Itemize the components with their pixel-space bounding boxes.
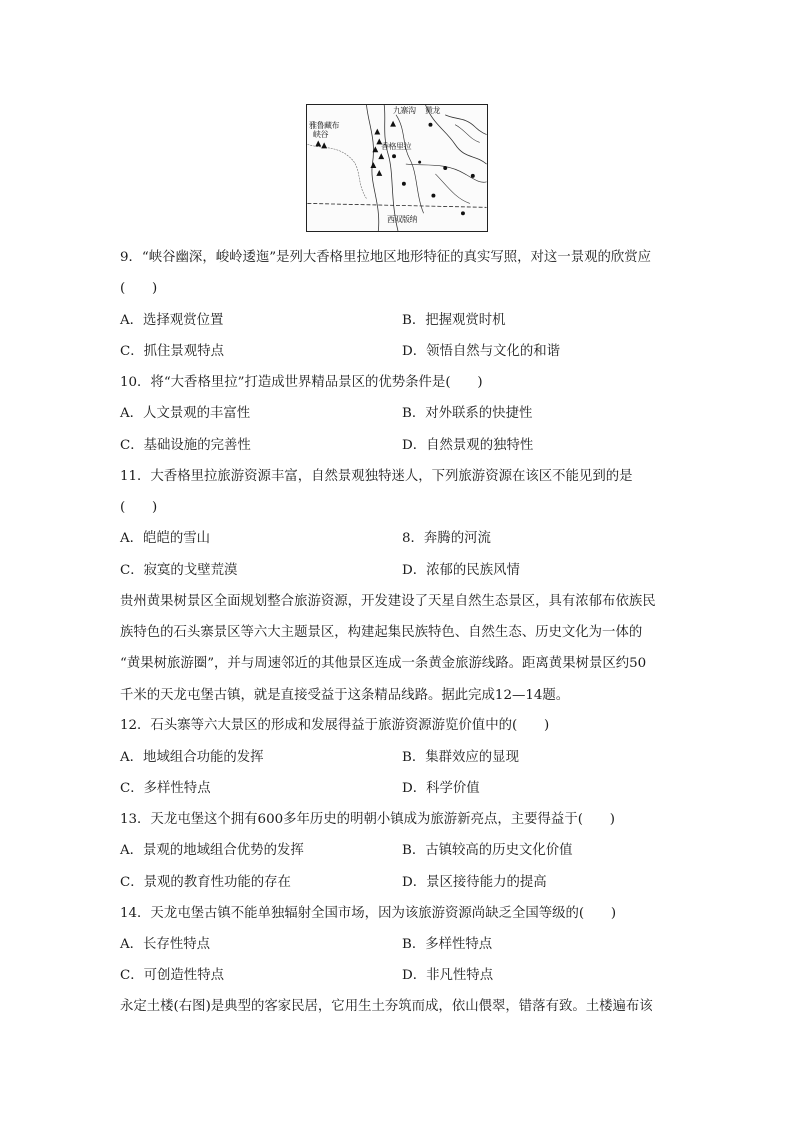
question-9-option-c: C．抓住景观特点 — [120, 344, 224, 359]
question-14-option-a: A．长存性特点 — [120, 937, 211, 952]
map-label-shangri-la: 香格里拉 — [381, 142, 411, 151]
question-12-option-a: A．地域组合功能的发挥 — [120, 750, 264, 765]
question-14-option-c: C．可创造性特点 — [120, 968, 224, 983]
map-label-huanglong: 黄龙 — [425, 106, 440, 115]
question-14-option-d: D．非凡性特点 — [402, 968, 494, 983]
question-12-stem: 12．石头寨等六大景区的形成和发展得益于旅游资源游览价值中的( ) — [120, 718, 550, 733]
passage-1-line-3: “黄果树旅游圈”，并与周速邻近的其他景区连成一条黄金旅游线路。距离黄果树景区约50 — [120, 656, 647, 671]
map-label-yarlung-2: 峡谷 — [313, 130, 328, 139]
passage-1-line-1: 贵州黄果树景区全面规划整合旅游资源，开发建设了天星自然生态景区，具有浓郁布依族民 — [120, 594, 656, 609]
question-11-stem-line2: ( ) — [120, 500, 158, 515]
passage-1-line-2: 族特色的石头寨景区等六大主题景区，构建起集民族特色、自然生态、历史文化为一体的 — [120, 625, 643, 640]
map-label-yarlung-1: 雅鲁藏布 — [309, 121, 339, 130]
map-label-jiuzhaigou: 九寨沟 — [393, 106, 416, 115]
question-10-stem: 10．将“大香格里拉”打造成世界精品景区的优势条件是( ) — [120, 375, 483, 390]
question-10-option-c: C．基础设施的完善性 — [120, 438, 251, 453]
question-10-option-a: A．人文景观的丰富性 — [120, 406, 251, 421]
question-12-option-d: D．科学价值 — [402, 781, 480, 796]
question-12-option-c: C．多样性特点 — [120, 781, 211, 796]
question-9-stem-line1: 9．“峡谷幽深，峻岭逶迤”是列大香格里拉地区地形特征的真实写照，对这一景观的欣赏应 — [120, 250, 652, 265]
question-11-option-c: C．寂寞的戈壁荒漠 — [120, 563, 238, 578]
question-11-option-d: D．浓郁的民族风情 — [402, 563, 520, 578]
question-13-option-b: B．古镇较高的历史文化价值 — [402, 843, 573, 858]
question-9-option-a: A．选择观赏位置 — [120, 313, 224, 328]
question-13-option-d: D．景区接待能力的提高 — [402, 875, 547, 890]
question-11-stem-line1: 11．大香格里拉旅游资源丰富，自然景观独特迷人，下列旅游资源在该区不能见到的是 — [120, 469, 633, 484]
passage-1-line-4: 千米的天龙屯堡古镇，就是直接受益于这条精品线路。据此完成12—14题。 — [120, 688, 570, 703]
map-label-xishuangbanna: 西双版纳 — [387, 215, 417, 224]
question-11-option-a: A．皑皑的雪山 — [120, 531, 211, 546]
question-13-option-c: C．景观的教育性功能的存在 — [120, 875, 291, 890]
question-10-option-b: B．对外联系的快捷性 — [402, 406, 533, 421]
question-10-option-d: D．自然景观的独特性 — [402, 438, 534, 453]
question-13-option-a: A．景观的地域组合优势的发挥 — [120, 843, 304, 858]
question-12-option-b: B．集群效应的显现 — [402, 750, 519, 765]
question-11-option-b: 8．奔腾的河流 — [402, 531, 491, 546]
city-dot-icon — [392, 123, 475, 216]
question-9-option-d: D．领悟自然与文化的和谐 — [402, 344, 561, 359]
question-9-option-b: B．把握观赏时机 — [402, 313, 506, 328]
question-13-stem: 13．天龙屯堡这个拥有600多年历史的明朝小镇成为旅游新亮点，主要得益于( ) — [120, 812, 615, 827]
region-map-figure — [306, 104, 488, 232]
passage-2-line-1: 永定土楼(右图)是典型的客家民居，它用生土夯筑而成，依山偎翠，错落有致。土楼遍布该 — [120, 999, 653, 1014]
question-14-option-b: B．多样性特点 — [402, 937, 493, 952]
question-14-stem: 14．天龙屯堡古镇不能单独辐射全国市场，因为该旅游资源尚缺乏全国等级的( ) — [120, 906, 617, 921]
question-9-stem-line2: ( ) — [120, 281, 158, 296]
